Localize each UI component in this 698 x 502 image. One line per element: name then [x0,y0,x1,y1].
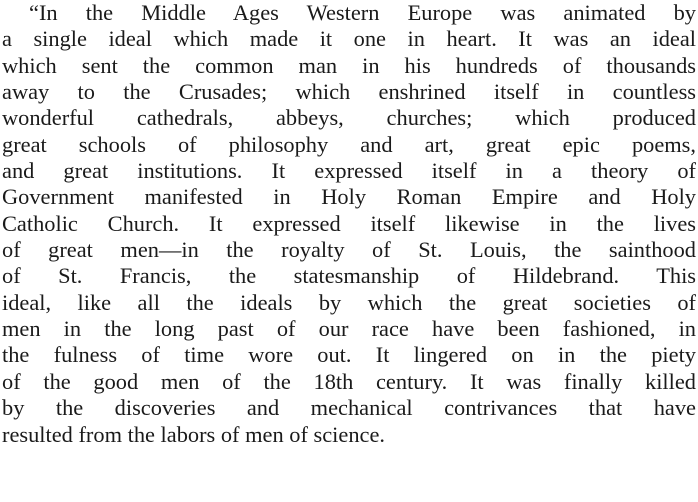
text-line: the fulness of time wore out. It lingered on in the piety [2,342,696,368]
text-line: Government manifested in Holy Roman Empire and Holy [2,184,696,210]
text-line: of St. Francis, the statesmanship of Hildebrand. This [2,263,696,289]
text-line: of the good men of the 18th century. It was finally killed [2,368,696,394]
text-line: by the discoveries and mechanical contrivances that have [2,395,696,421]
text-line: ideal, like all the ideals by which the great societies of [2,289,696,315]
text-line: Catholic Church. It expressed itself likewise in the lives [2,210,696,236]
text-line: men in the long past of our race have been fashioned, in [2,316,696,342]
text-line: a single ideal which made it one in heart. It was an ideal [2,26,696,52]
paragraph [2,0,696,448]
text-line: and great institutions. It expressed itself in a theory of [2,158,696,184]
text-line: which sent the common man in his hundreds of thousands [2,52,696,78]
text-line: “In the Middle Ages Western Europe was animated by [29,0,696,25]
text-line: great schools of philosophy and art, great epic poems, [2,131,696,157]
text-line: of great men—in the royalty of St. Louis, the sainthood [2,237,696,263]
text-line: wonderful cathedrals, abbeys, churches; which produced [2,105,696,131]
text-line: resulted from the labors of men of science. [2,421,385,447]
text-line: away to the Crusades; which enshrined itself in countless [2,79,696,105]
